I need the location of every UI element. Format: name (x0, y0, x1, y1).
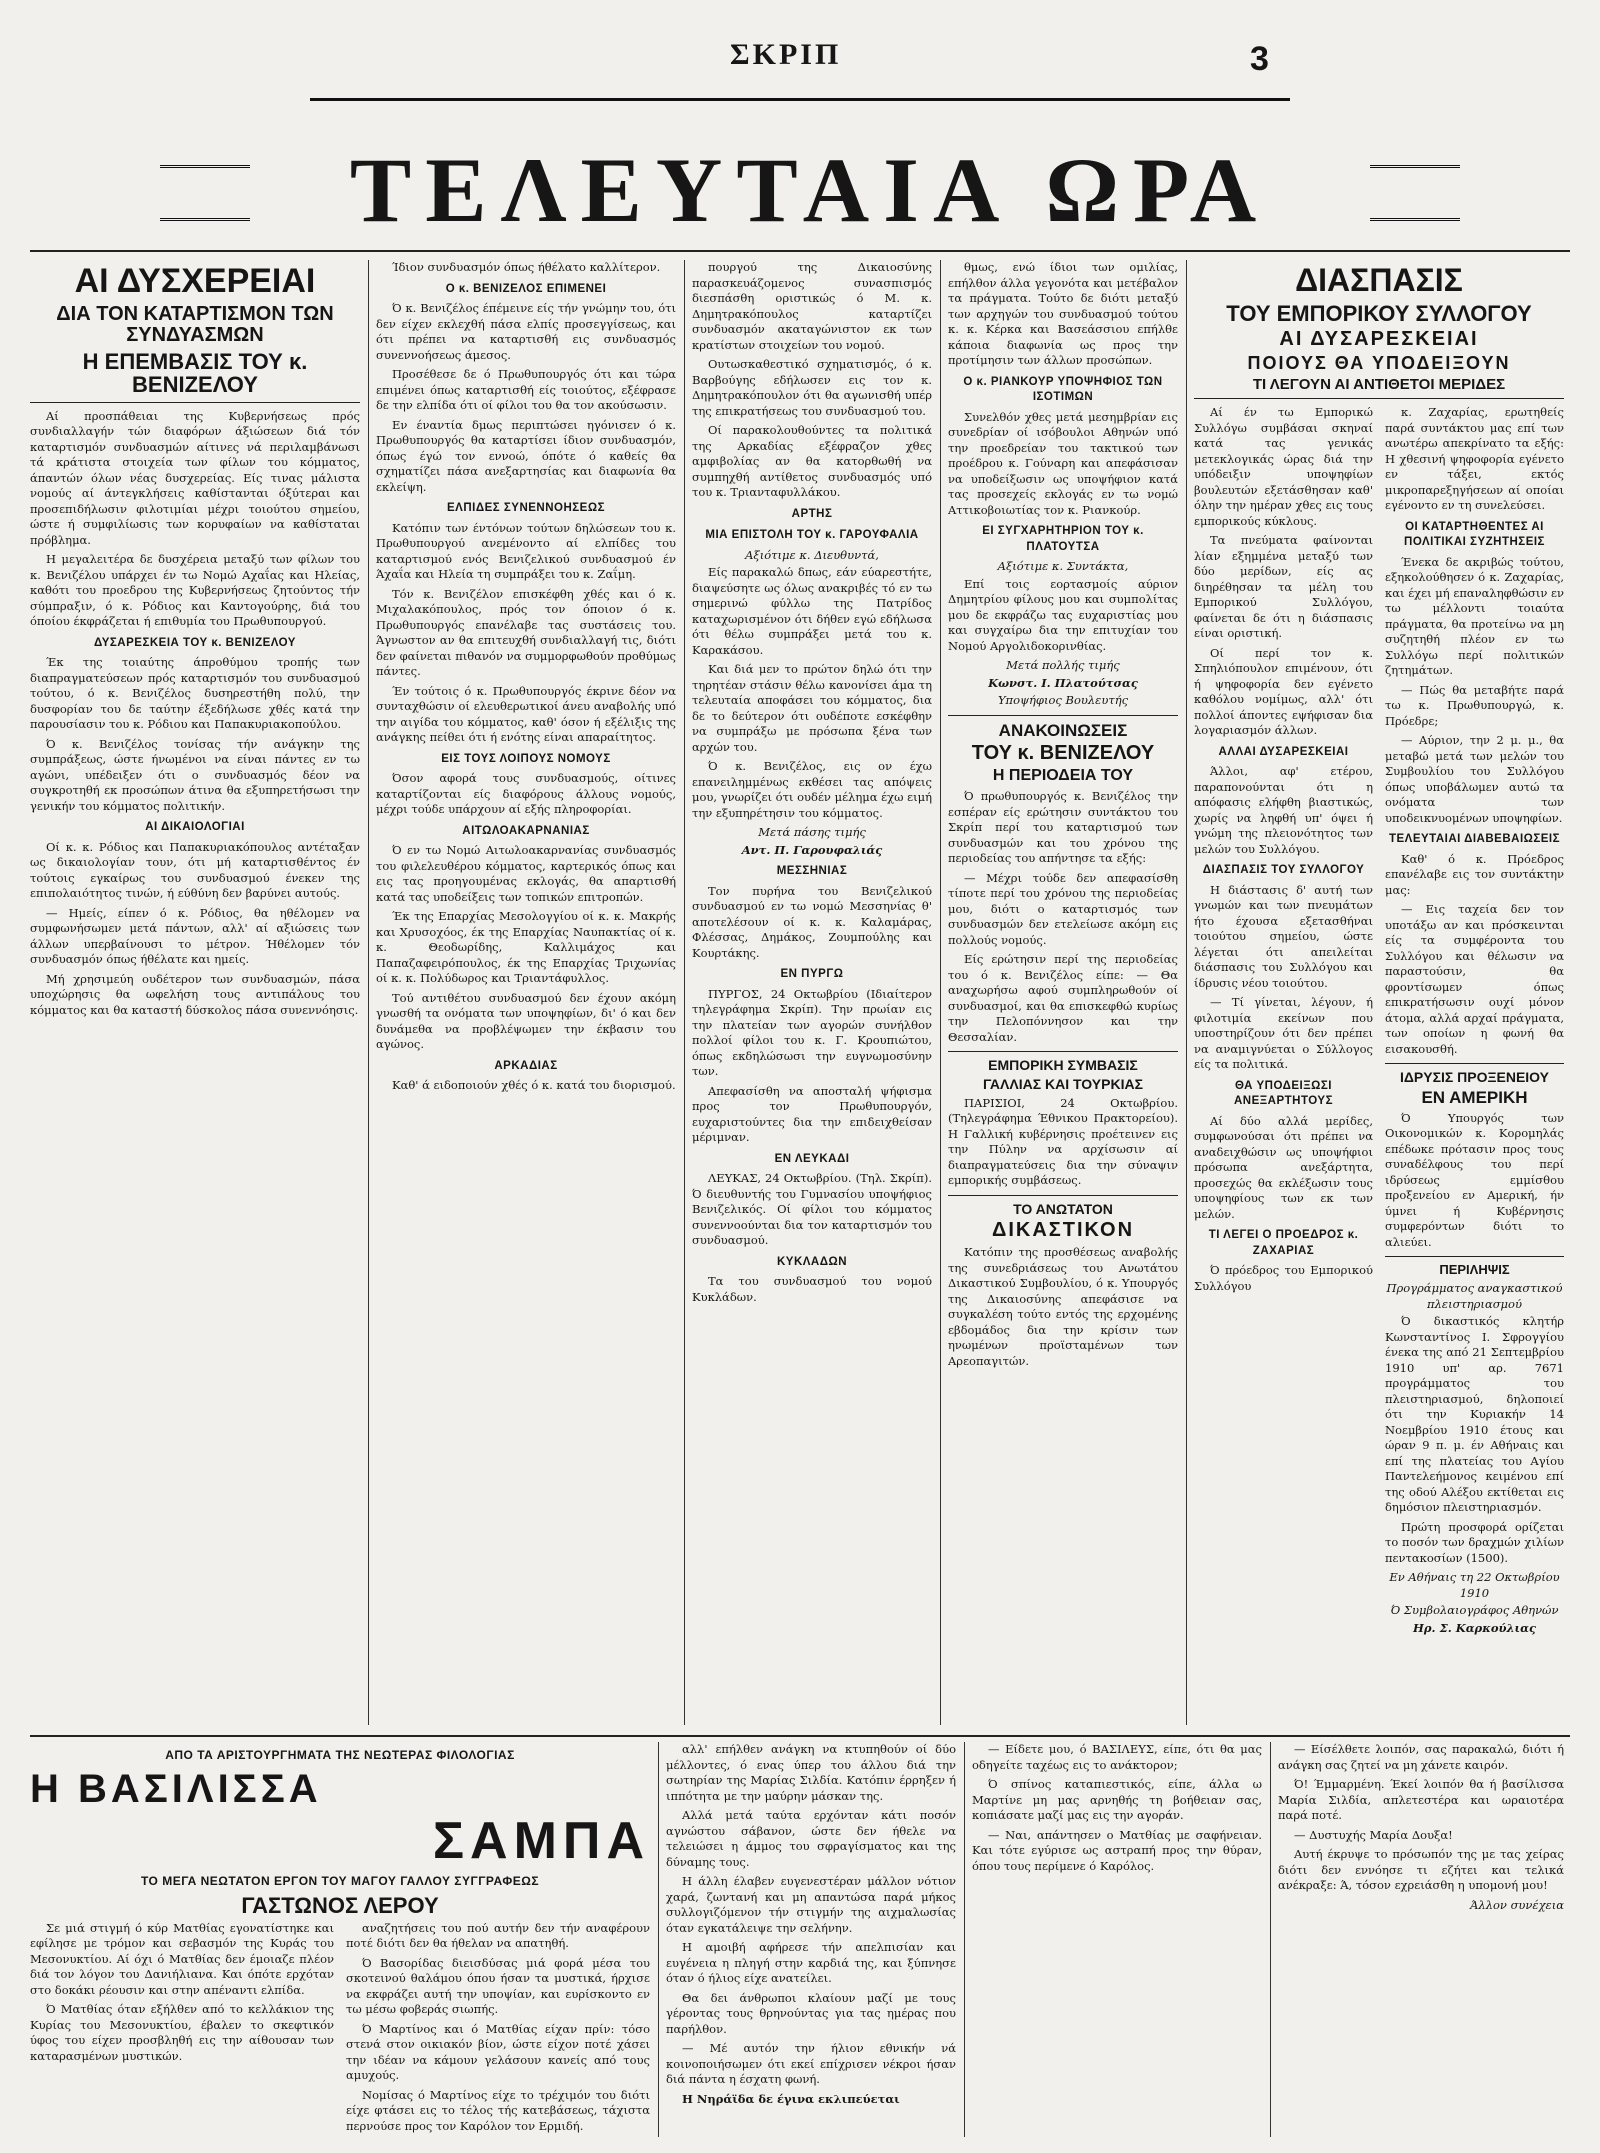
serial-column (346, 1921, 650, 2137)
sub-column-right (1385, 405, 1564, 1638)
column-1 (30, 260, 360, 1725)
signature: Αντ. Π. Γαρουφαλιάς (741, 842, 883, 857)
divider (948, 715, 1178, 716)
divider (948, 1051, 1178, 1052)
paragraph: Κατόπιν της προσθέσεως αναβολής της συνεδριάσεως του Ανωτάτου Δικαστικού Συμβουλίου, ό κ. Υπουργός της Δικαιοσύνης απεφάσισε να συγκαλέση τούτο εντός της ερχομένης εβδομάδος δια την κρίσιν των ηνωμένων προϊσταμένων των Αρεοπαγιτών. (948, 1245, 1178, 1368)
paragraph: Αλλά μετά ταύτα ερχόνταν κάτι ποσόν αγνώστου σάβανον, ώστε δεν ήθελε να τελειώσει η άμμος του σφραγίσματος και της δύναμης τους. (666, 1808, 956, 1869)
paragraph: Είς ερώτησιν περί της περιοδείας του ό κ. Βενιζέλος είπε: — Θα αναχωρήσω αφού συμπληρωθούν οί συνδυασμοί, και θα επισκεφθώ κυρίως την Πελοπόννησον και την Θεσσαλίαν. (948, 952, 1178, 1044)
paragraph: Η μεγαλειτέρα δε δυσχέρεια μεταξύ των φίλων του κ. Βενιζέλου υπάρχει έν τω Νομώ Αχαΐας και Ηλείας, καθότι του προεδρου της Κυβερνήσεως ζητούντος τήν σύμπραξιν, ό κ. Ρόδιος και Καντογούρης, διά του όποίου έκφράζεται ή επιθυμία του Πρωθυπουργού. (30, 552, 360, 629)
headline: ΙΔΡΥΣΙΣ ΠΡΟΞΕΝΕΙΟΥ (1399, 1069, 1550, 1086)
paragraph: — Είδετε μου, ό ΒΑΣΙΛΕΥΣ, είπε, ότι θα μας οδηγείτε ταχέως εις το ανάκτορον; (972, 1742, 1262, 1772)
paragraph: ΠΥΡΓΟΣ, 24 Οκτωβρίου (Ιδιαίτερον τηλεγράφημα Σκρίπ). Την πρωίαν εις την πλατείαν των αγορών συνήλθον πολλοί φίλοι του κ. Γ. Κρουπιώτου, όπως εκδηλώσωσι την ευγνωμοσύνην των. (692, 986, 932, 1078)
signature: Κωνστ. Ι. Πλατούτσας (988, 675, 1138, 690)
paragraph: ΛΕΥΚΑΣ, 24 Οκτωβρίου. (Τηλ. Σκρίπ). Ό διευθυντής του Γυμνασίου υποψήφιος Βενιζελικός. Οί φίλοι του κόμματος συνεννοούνται δια τον καταρτισμόν του συνδυασμού. (692, 1171, 932, 1247)
subheading: ΤΕΛΕΥΤΑΙΑΙ ΔΙΑΒΕΒΑΙΩΣΕΙΣ (1388, 833, 1561, 846)
serial-title: Η ΒΑΣΙΛΙΣΣΑ (30, 1766, 322, 1811)
sub-column-left (1194, 405, 1373, 1638)
paragraph: — Ημείς, είπεν ό κ. Ρόδιος, θα ηθέλομεν να συμφωνήσωμεν μετά πάντων, αλλ' αί αξιώσεις των άλλων υπερβαίνουσι το μέτρον. Ήθέλομεν τόν συνδυασμόν όπως ήθέλατε και ημείς. (30, 905, 360, 967)
paragraph: κ. Ζαχαρίας, ερωτηθείς παρά συντάκτου μας επί των ανωτέρω απεκρίνατο τα εξής: Η χθεσινή ψηφοφορία εγένετο εν τάξει, εκτός μικροπαρεξηγήσεων αί οποίαι εγένοντο εν τη συνελεύσει. (1385, 405, 1564, 513)
headline: ΠΕΡΙΛΗΨΙΣ (1439, 1262, 1510, 1278)
paragraph: Τα του συνδυασμού του νομού Κυκλάδων. (692, 1274, 932, 1304)
subheading: ΜΕΣΣΗΝΙΑΣ (776, 865, 848, 877)
subheading: ΕΙ ΣΥΓΧΑΡΗΤΗΡΙΟΝ ΤΟΥ κ. ΠΛΑΤΟΥΤΣΑ (982, 525, 1144, 553)
subheading: ΕΝ ΛΕΥΚΑΔΙ (774, 1152, 850, 1165)
paragraph: — Είσέλθετε λοιπόν, σας παρακαλώ, διότι ή ανάγκη σας ζητεί να μη χάνετε καιρόν. (1278, 1742, 1564, 1772)
paragraph: Πρώτη προσφορά ορίζεται το ποσόν των δραχμών χιλίων πεντακοσίων (1500). (1385, 1519, 1564, 1565)
serial-kicker: ΑΠΟ ΤΑ ΑΡΙΣΤΟΥΡΓΗΜΑΤΑ ΤΗΣ ΝΕΩΤΕΡΑΣ ΦΙΛΟΛΟΓΙΑΣ (165, 1748, 515, 1762)
notice-role: Ό Συμβολαιογράφος Αθηνών (1390, 1603, 1559, 1617)
headline: ΑΙ ΔΥΣΑΡΕΣΚΕΙΑΙ (1279, 327, 1479, 350)
subheading: ΕΙΣ ΤΟΥΣ ΛΟΙΠΟΥΣ ΝΟΜΟΥΣ (441, 752, 611, 765)
headline: ΠΟΙΟΥΣ ΘΑ ΥΠΟΔΕΙΞΟΥΝ (1247, 352, 1511, 373)
headline: ΤΟΥ ΕΜΠΟΡΙΚΟΥ ΣΥΛΛΟΓΟΥ (1226, 300, 1532, 326)
headline: ΑΝΑΚΟΙΝΩΣΕΙΣ (998, 720, 1128, 740)
subheading: ΘΑ ΥΠΟΔΕΙΞΩΣΙ ΑΝΕΞΑΡΤΗΤΟΥΣ (1234, 1079, 1333, 1108)
left-ornament-icon (160, 165, 250, 221)
paragraph: Τον πυρήνα του Βενιζελικού συνδυασμού εν τω νομώ Μεσσηνίας θ' αποτελέσουν οί κ. κ. Καλαμάρας, Φλέσσας, Δημάκος, Ζουμπούλης και Κουρτάκης. (692, 883, 932, 960)
paragraph: Αί δύο αλλά μερίδες, συμφωνούσαι ότι πρέπει να αναδειχθώσιν ως υποψήφιοι πρόσωπα ανεξάρτητα, προσεχώς θα εκλέξωσιν τους υποψηφίους των εκ των μελών. (1194, 1113, 1373, 1221)
notice-date: Εν Αθήναις τη 22 Οκτωβρίου 1910 (1389, 1570, 1560, 1600)
column-rule (368, 260, 369, 1725)
serial-column (30, 1921, 334, 2137)
subheading: ΑΙ ΔΙΚΑΙΟΛΟΓΙΑΙ (145, 821, 245, 834)
divider (1194, 398, 1564, 399)
column-rule (1186, 260, 1187, 1725)
paragraph: Συνελθόν χθες μετά μεσημβρίαν εις συνεδρίαν οί ισόβουλοι Αθηνών υπό την προεδρείαν του τακτικού των προέδρου κ. Γούναρη και απεφάσισαν να υποδείξωσιν ως υποψήφιον κατά τας προσεχείς εκλογάς εν τω νομώ Αττικοβοιωτίας τον κ. Ριανκούρ. (948, 409, 1178, 517)
headline: Η ΠΕΡΙΟΔΕΙΑ ΤΟΥ (992, 767, 1134, 785)
subheading: ΔΥΣΑΡΕΣΚΕΙΑ ΤΟΥ κ. ΒΕΝΙΖΕΛΟΥ (94, 636, 296, 649)
paragraph: Αί προσπάθειαι της Κυβερνήσεως πρός συνδιαλλαγήν τών διαφόρων άξιώσεων διά τόν καταρτισμόν συνδυασμών αίτινες νά περιλαμβάνωσι τά κράτιστα στοιχεία των φίλων του κόμματος, άπαντών όλων νέας δυσχερείας. Είς τινας μάλιστα νομούς αί άντεγκλήσεις καθίστανται όξύτεραι και προσεπιδήλωσιν φιλοτιμίαι μέχρι τοιούτου σημείου, ώστε ή συμφιλίωσις των κορυφαίων να καθίσταται πρόβλημα. (30, 408, 360, 547)
headline: Η ΕΠΕΜΒΑΣΙΣ ΤΟΥ κ. ΒΕΝΙΖΕΛΟΥ (82, 348, 308, 397)
paragraph: Νομίσας ό Μαρτίνος είχε το τρέχιμόν του διότι είχε φτάσει εις το τέλος τής κατεβάσεως, τάχιστα περνούσε προς τον Καρόλον τον Ερμιδή. (346, 2087, 650, 2133)
paragraph: Ίδιον συνδυασμόν όπως ήθέλατο καλλίτερον. (392, 260, 661, 274)
paragraph: Ό δικαστικός κλητήρ Κωνσταντίνος Ι. Σφρογγίου ένεκα της από 21 Σεπτεμβρίου 1910 υπ' αρ. 7671 προγράμματος του πλειστηριασμού, δηλοποιεί ότι την Κυριακήν 14 Νοεμβρίου 1910 έτους και ώραν 9 π. μ. έν Αθήναις και επί της πλατείας του Αγίου Παντελεήμονος κειμένου επί της οδού Αλέξου εκτίθεται εις δημόσιον πλειστηριασμόν. (1385, 1314, 1564, 1514)
subheading: ΤΙ ΛΕΓΕΙ Ο ΠΡΟΕΔΡΟΣ κ. ΖΑΧΑΡΙΑΣ (1208, 1229, 1359, 1257)
serial-title: ΣΑΜΠΑ (432, 1811, 650, 1870)
serial-column-2 (666, 1742, 956, 2137)
paragraph: Εν έναντία δμως περιπτώσει ηγόνισεν ό κ. Πρωθυπουργός θα καταρτίσει ίδιον συνδυασμόν, όπως έγώ τον εννοώ, όπότε ό καθείς θα σχηματίζει πάσα ανεξαρτησίας και διαφωνία θα εκλείψη. (376, 417, 676, 494)
column-rule (1270, 1742, 1271, 2137)
paragraph: Ό Βασορίδας διεισδύσας μιά φορά μέσα του σκοτεινού θαλάμου όπου ήσαν τα μυστικά, ήρχισε να εκφράζει αυτή την υποψίαν, και ευρίσκοντο εν τω μέσω φοβεράς σιωπής. (346, 1955, 650, 2017)
paragraph: Η διάστασις δ' αυτή των γνωμών και των πνευμάτων ήτο έχουσα εξετασθήναι τοιούτου σημείου, ώστε λέγεται ότι απειλείται διάσπασις του Συλλόγου και ίδρυσις νέου τοιούτου. (1194, 882, 1373, 990)
right-ornament-icon (1370, 165, 1460, 221)
subheading: Ο κ. ΡΙΑΝΚΟΥΡ ΥΠΟΨΗΦΙΟΣ ΤΩΝ ΙΣΟΤΙΜΩΝ (963, 375, 1163, 403)
headline: ΓΑΛΛΙΑΣ ΚΑΙ ΤΟΥΡΚΙΑΣ (983, 1075, 1143, 1092)
paragraph: — Εις ταχεία δεν τον υποτάξω αν και πρόσκεινται είς τα συμφέροντα του Συλλόγου και θέλωσιν να παραστούσιν, θα φροντίσωμεν όπως επικρατήσωσιν ουχί μόνον άτομα, αλλά αρχαί πράγματα, των οποίων η φωνή θα εισακουσθή. (1385, 902, 1564, 1056)
section-rule (30, 1735, 1570, 1737)
headline: ΕΝ ΑΜΕΡΙΚΗ (1421, 1088, 1528, 1108)
paragraph: Ό Μαρτίνος και ό Ματθίας είχαν πρίν: τόσο στενά στον οικιακόν βίον, ώστε είχον ποτέ χάσει την ιδέαν να κάμουν γελάσουν κανείς από τους αμυχούς. (346, 2021, 650, 2083)
paragraph: Αυτή έκρυψε το πρόσωπόν της με τας χείρας διότι δεν εννόησε τι εζήτει και τελικά ανέκραξε: Ά, τόσον εχρειάσθη η υπομονή μου! (1278, 1847, 1564, 1892)
column-4 (948, 260, 1178, 1725)
signature-title: Υποψήφιος Βουλευτής (997, 693, 1129, 707)
serial-author: ΓΑΣΤΩΝΟΣ ΛΕΡΟΥ (241, 1892, 439, 1918)
paragraph: — Μέχρι τούδε δεν απεφασίσθη τίποτε περί του χρόνου της περιοδείας μου, διότι ο καταρτισμός των συνδυασμών δεν ετελείωσε ακόμη εις πολλούς νομούς. (948, 870, 1178, 947)
headline: ΕΜΠΟΡΙΚΗ ΣΥΜΒΑΣΙΣ (988, 1057, 1138, 1074)
paragraph: Μή χρησιμεύη ουδέτερον των συνδυασμών, πάσα υποχώρησις θα ωφελήση τους αντιπάλους του κόμματος και θα καταστή δύσκολος πάσα συνεννόησις. (30, 971, 360, 1017)
paragraph: Σε μιά στιγμή ό κύρ Ματθίας εγονατίστηκε και εφίλησε με τρόμον και σεβασμόν της Κυράς του Μεσονυκτίου. Αί όχι ό Ματθίας δεν έμοιαζε πλέον διά τον λόγον του Δανιήλιανα. Και όπότε ερχόταν στο δοκάκι ρέουσιν και στην απέναντι ελπίδα. (30, 1920, 334, 1997)
closing: Μετά πολλής τιμής (1006, 658, 1120, 672)
paragraph: Έκ της τοιαύτης άπροθύμου τροπής των διαπραγματεύσεων πρός καταρτισμόν του συνδυασμού τούτου, ό κ. Βενιζέλος δυσηρεστήθη πολύ, την δυσφορίαν του δε ταύτην έξεδήλωσε χθές κατά την παρουσίασιν του κ. Ρόδιου και Παπακυριακοπούλου. (30, 655, 360, 732)
subheading: ΑΙΤΩΛΟΑΚΑΡΝΑΝΙΑΣ (462, 824, 590, 837)
subheading: ΑΛΛΑΙ ΔΥΣΑΡΕΣΚΕΙΑΙ (1218, 745, 1349, 758)
paragraph: — Αύριον, την 2 μ. μ., θα μεταβώ μετά των μελών του Συμβουλίου του Συλλόγου όπως υποβάλωμεν αυτώ τα ονόματα των υποδεικνυομένων υποψηφίων. (1385, 733, 1564, 825)
paragraph: Η αμοιβή αφήρεσε τήν απελπισίαν και ευγένεια η πληγή στην καρδιά της, και ξύπνησε όταν ό ήλιος είχε ανατείλει. (666, 1940, 956, 1985)
serial-column-3 (972, 1742, 1262, 2137)
paragraph: Αί έν τω Εμπορικώ Συλλόγω συμβάσαι σκηναί κατά τας γενικάς μετεκλογικάς ώρας διά την υπόδειξιν υποψηφίων βουλευτών εξετάσθησαν καθ' όλην την ημέραν χθες εις τους εμπορικούς κύκλους. (1194, 405, 1373, 528)
two-column-body (1194, 405, 1564, 1638)
paragraph: Άλλοι, αφ' ετέρου, παραπονούνται ότι η απόφασις ελήφθη βιαστικώς, χωρίς να ληφθή υπ' όψει ή γνώμη της πλειονότητος των μελών του Συλλόγου. (1194, 764, 1373, 856)
paragraph: — Δυστυχής Μαρία Δουξα! (1294, 1827, 1453, 1842)
paragraph: Η άλλη έλαβεν ευγενεστέραν μάλλον νότιον χαρά, ζωντανή και μη απαντώσα παρά μήκος συλλογιζόμενον τήν στιγμήν της αιχμαλωσίας όταν εγκατάλειψε την σελήνην. (666, 1874, 956, 1935)
paragraph: Και διά μεν το πρώτον δηλώ ότι την τηρητέαν στάσιν θέλω κανονίσει άμα τη τελευταία αποφάσει του κόμματος, δια δε το δεύτερον ότι ουδέποτε εσκέφθην να συμπράξω με πρόσωπα ξένα των αρχών του. (692, 662, 932, 754)
subheading: ΕΛΠΙΔΕΣ ΣΥΝΕΝΝΟΗΣΕΩΣ (447, 502, 605, 514)
headline: ΤΙ ΛΕΓΟΥΝ ΑΙ ΑΝΤΙΘΕΤΟΙ ΜΕΡΙΔΕΣ (1252, 375, 1506, 393)
paragraph: ΠΑΡΙΣΙΟΙ, 24 Οκτωβρίου. (Τηλεγράφημα Έθνικου Πρακτορείου). Η Γαλλική κυβέρνησις προέτεινεν εις την Πύλην να αρχίσωσιν αί διαπραγματεύσεις δια την σύναψιν εμπορικής συμβάσεως. (948, 1095, 1178, 1188)
paragraph: Τα πνεύματα φαίνονται λίαν εξημμένα μεταξύ των δύο μερίδων, είς ας διηρέθησαν τα μέλη του Εμπορικού Συλλόγου, φαίνεται δε ότι η διάσπασις είναι οριστική. (1194, 533, 1373, 641)
paragraph: Καθ' ά ειδοποιούν χθές ό κ. κατά του διορισμού. (392, 1078, 676, 1092)
paragraph: Ό! Έμμαρμένη. Έκεί λοιπόν θα ή βασίλισσα Μαρία Σιλδία, απλετεστέρα και ωραιοτέρα παρά ποτέ. (1278, 1777, 1564, 1822)
paragraph: Επί τοις εορτασμοίς αύριον Δημητρίου φίλους μου και συμπολίτας μου δε εκφράζω τας ευχαριστίας μου και συγχαίρω δια την επιτυχίαν του Νομού Αργολιδοκορινθίας. (948, 576, 1178, 653)
salutation: Αξιότιμε κ. Συντάκτα, (997, 559, 1129, 573)
column-5 (1194, 260, 1564, 1725)
headline: ΤΟΥ κ. ΒΕΝΙΖΕΛΟΥ (971, 742, 1155, 765)
headline: ΑΙ ΔΥΣΧΕΡΕΙΑΙ (74, 262, 316, 300)
continued-note: Άλλον συνέχεια (1470, 1897, 1564, 1912)
paragraph: αναζητήσεις του πού αυτήν δεν τήν αναφέρουν ποτέ διότι δεν θα ήθελαν να απατηθή. (346, 1920, 650, 1951)
paragraph: αλλ' επήλθεν ανάγκη να κτυπηθούν οί δύο μέλλοντες, ό ενας ύπερ του άλλου διά την σωτηρίαν της Μαρίας Σιλδία. Κατόπιν έρρηξεν ή ιππότητα με την μαύρην μάσκαν της. (666, 1742, 956, 1803)
serial-left (30, 1742, 650, 2137)
divider (948, 1195, 1178, 1196)
paragraph: Ό κ. Βενιζέλος, εις ον έχω επανειλημμένως εκθέσει τας απόψεις μου, γνωρίζει ότι ουδέν μέλημα έχω ειμή την εξυπηρέτησιν του κόμματος. (692, 759, 932, 820)
subheading: ΟΙ ΚΑΤΑΡΤΗΘΕΝΤΕΣ ΑΙ ΠΟΛΙΤΙΚΑΙ ΣΥΖΗΤΗΣΕΙΣ (1404, 520, 1545, 549)
subheading: ΜΙΑ ΕΠΙΣΤΟΛΗ ΤΟΥ κ. ΓΑΡΟΥΦΑΛΙΑ (705, 529, 919, 541)
paragraph: Απεφασίσθη να αποσταλή ψήφισμα προς τον Πρωθυπουργόν, ευχαριστούντες δια την επιδειχθείσαν μέριμναν. (692, 1083, 932, 1144)
headline: ΔΙΑ ΤΟΝ ΚΑΤΑΡΤΙΣΜΟΝ ΤΩΝ ΣΥΝΔΥΑΣΜΩΝ (56, 302, 334, 346)
banner (160, 135, 1460, 245)
paragraph: Προσέθεσε δε ό Πρωθυπουργός ότι και τώρα επιμένει όπως καταρτισθή είς τοιούτος, εξέφρασε δε την ελπίδα ότι οί φίλοι του θα τον ακούσωσιν. (376, 367, 676, 412)
paragraph: Ουτωσκαθεστικό σχηματισμός, ό κ. Βαρβούγης εδήλωσεν εις τον κ. Δημητρακόπουλον ότι θα αγωνισθή υπέρ της επικρατήσεως του συνδυασμού του. (692, 357, 932, 418)
paragraph: Η Νηράϊδα δε έγινα εκλιπεύεται (682, 2091, 900, 2106)
paragraph: πουργού της Δικαιοσύνης παρασκευάζομενος συνασπισμός διεσπάσθη οριστικώς ό Μ. κ. Δημητρακόπουλος καταρτίζει συνδυασμόν ακαταγώνιστον εκ των κρατίστων στοιχείων του νομού. (692, 260, 932, 352)
serial-column-4 (1278, 1742, 1564, 2137)
paragraph: Ό πρόεδρος του Εμπορικού Συλλόγου (1194, 1263, 1373, 1293)
paragraph: Θα δει άνθρωποι κλαίουν μαζί με τους γέροντας τους θρηνούντας για τας ημέρας που παρήλθον. (666, 1990, 956, 2036)
paragraph: Ένεκα δε ακριβώς τούτου, εξηκολούθησεν ό κ. Ζαχαρίας, και έχει μή επαναληφθώσιν εν τω μέλλοντι τοιαύτα πράγματα, θα προτείνω να μη συζητηθή πλέον εν τω Συλλόγω περί πολιτικών ζητημάτων. (1385, 554, 1564, 678)
paragraph: Ό εν τω Νομώ Αιτωλοακαρνανίας συνδυασμός του φιλελευθέρου κόμματος, καρτερικός όπως και εις τας προηγουμένας εκλογάς, θα απαρτισθή κατά τας υποδείξεις των τοπικών επιτροπών. (376, 843, 676, 904)
subheading: Ο κ. ΒΕΝΙΖΕΛΟΣ ΕΠΙΜΕΝΕΙ (445, 282, 607, 295)
paragraph: Τόν κ. Βενιζέλον επισκέφθη χθές και ό κ. Μιχαλακόπουλος, πρός τον όποιον ό κ. Πρωθυπουργός επανέλαβε τας συστάσεις του. Άγνωστον αν θα επιτευχθή συνδιαλλαγή τις, διότι δεν φαίνεται πιθανόν να συμμορφωθούν προθύμως πάντες. (376, 586, 676, 678)
newspaper-name: ΣΚΡΙΠ (730, 38, 842, 71)
column-rule (964, 1742, 965, 2137)
headline: ΔΙΑΣΠΑΣΙΣ (1295, 262, 1463, 298)
subheading: ΑΡΚΑΔΙΑΣ (494, 1059, 558, 1072)
subheading: ΚΥΚΛΑΔΩΝ (776, 1255, 848, 1268)
paragraph: Τού αντιθέτου συνδυασμού δεν έχουν ακόμη γνωσθή τα ονόματα των υποψηφίων, δι' ό και δεν δυνάμεθα να προβλέψωμεν την έκβασιν του αγώνος. (376, 990, 676, 1051)
paragraph: Έν τούτοις ό κ. Πρωθυπουργός έκρινε δέον να συνταχθώσιν οί ελευθερωτικοί άνευ αναβολής υπό την αιγίδα του κόμματος, καθ' όσον ή εξέλιξις της ανάγκης πείθει ότι ή ενότης είναι απαραίτητος. (376, 683, 676, 744)
paragraph: Είς παρακαλώ δπως, εάν εύαρεστήτε, διαψεύσητε ως όλως ανακριβές τό εν τω σημερινώ φύλλω της Πατρίδος καταχωρισμένον ότι δήθεν εγώ εδήλωσα ότι θέλω συμπράξει μετά του κ. Καρακάσου. (692, 565, 932, 657)
column-rule (940, 260, 941, 1725)
paragraph: Ό κ. Βενιζέλος τονίσας τήν ανάγκην της συμπράξεως, ώστε ήνωμένοι να είναι πάντες εν τω αγώνι, υπέδειξεν ότι ο συνδυασμός δέον να συγκροτηθή εκ προσώπων άτινα θα εξυπηρετήσωσι την γενικήν του κόμματος πολιτικήν. (30, 736, 360, 813)
paragraph: — Τί γίνεται, λέγουν, ή φιλοτιμία εκείνων που υποστηρίζουν ότι δεν πρέπει να αναμιγνύεται ο Σύλλογος είς τα πολιτικά. (1194, 995, 1373, 1072)
closing: Μετά πάσης τιμής (758, 825, 866, 839)
headline: ΔΙΚΑΣΤΙΚΟΝ (991, 1219, 1135, 1242)
notice-subtitle: Προγράμματος αναγκαστικού πλειστηριασμού (1386, 1281, 1563, 1311)
salutation: Αξιότιμε κ. Διευθυντά, (745, 547, 879, 562)
divider (1385, 1063, 1564, 1064)
paragraph: Οί κ. κ. Ρόδιος και Παπακυριακόπουλος αντέταξαν ως δικαιολογίαν τουν, ότι μή καταρτισθέντος έν τούτοις εγκαίρως του συνδυασμού ένεκεν της επιπολαιότητος τινών, ή εύθύνη δεν βαρύνει αυτούς. (30, 839, 360, 901)
column-rule (684, 260, 685, 1725)
banner-title: ΤΕΛΕΥΤΑΙΑ ΩΡΑ (349, 139, 1271, 241)
paragraph: Ό κ. Βενιζέλος έπέμεινε είς τήν γνώμην του, ότι δεν είχεν εκλεχθή πάσα ελπίς προσεγγίσεως, και ότι πρέπει να καταρτισθή εις συνδυασμός συνεννοήσεως άμεσος. (376, 301, 676, 362)
signature: Ηρ. Σ. Καρκούλιας (1413, 1620, 1536, 1635)
serial-subtitle: ΤΟ ΜΕΓΑ ΝΕΩΤΑΤΟΝ ΕΡΓΟΝ ΤΟΥ ΜΑΓΟΥ ΓΑΛΛΟΥ ΣΥΓΓΡΑΦΕΩΣ (140, 1874, 540, 1889)
column-3 (692, 260, 932, 1725)
paragraph: Ό πρωθυπουργός κ. Βενιζέλος την εσπέραν είς ερώτησιν συντάκτου του Σκρίπ περί του καταρτισμού των συνδυασμών και του χρόνου της περιοδείας του απήντησε τα εξής: (948, 789, 1178, 866)
paragraph: Οί περί τον κ. Σπηλιόπουλον επιμένουν, ότι ή ψηφοφορία δεν εγένετο καθόλου νομίμως, αλλ' ότι πολλοί άποντες εψήφισαν δια λογαριασμόν άλλων. (1194, 645, 1373, 738)
paragraph: Έκ της Επαρχίας Μεσολογγίου οί κ. κ. Μακρής και Χρυσοχόος, έκ της Επαρχίας Ναυπακτίας οί κ. κ. Θεοδωρίδης, Καλλιμάχος και Παπαζαφειρόπουλος, έκ της Επαρχίας Τριχωνίας οί κ. κ. Πολύδωρος και Τριαντάφυλλος. (376, 909, 676, 985)
paragraph: Κατόπιν των έντόνων τούτων δηλώσεων του κ. Πρωθυπουργού ανεμένοντο αί ελπίδες του καταρτισμού ενός Βενιζελικού συνδυασμού έν Άχαΐα και Ηλεία τη συμπράξει του κ. Ζαΐμη. (376, 520, 676, 581)
masthead (310, 10, 1290, 101)
subheading: ΔΙΑΣΠΑΣΙΣ ΤΟΥ ΣΥΛΛΟΓΟΥ (1202, 864, 1365, 877)
banner-rule (30, 250, 1570, 252)
serial-body (30, 1921, 650, 2137)
paragraph: Όσον αφορά τους συνδυασμούς, οίτινες καταρτίζονται είς διαφόρους άλλους νομούς, μέχρι τούδε υπάρχουν αί εξής πληροφορίαι. (376, 771, 676, 816)
subheading: ΑΡΤΗΣ (791, 507, 833, 520)
paragraph: Ό Υπουργός των Οικονομικών κ. Κορομηλάς επέδωκε πρότασιν προς τους συναδέλφους του περί ιδρύσεως εμμίσθου προξενείου εν Αμερική, ήν ύμνει ή Κυβέρνησις συμφερόντων διότι το αλιεύει. (1385, 1110, 1564, 1249)
divider (30, 402, 360, 403)
paragraph: Ό σπίνος καταπιεστικός, είπε, άλλα ω Μαρτίνε μη μας αρνηθής τη βοήθειαν σας, κοπιάσατε μαζί μας εις την αγοράν. (972, 1777, 1262, 1822)
paragraph: — Ναι, απάντησεν ο Ματθίας με σαφήνειαν. Και τότε εγύρισε ως αστραπή προς την θύραν, όπου τους περίμενε ό Καρόλος. (972, 1827, 1262, 1873)
column-2 (376, 260, 676, 1725)
divider (1385, 1256, 1564, 1257)
paragraph: — Πώς θα μεταβήτε παρά τω κ. Πρωθυπουργώ, κ. Πρόεδρε; (1385, 682, 1564, 728)
paragraph: Καθ' ό κ. Πρόεδρος επανέλαβε εις τον συντάκτην μας: (1385, 851, 1564, 897)
column-rule (658, 1742, 659, 2137)
paragraph: θμως, ενώ ίδιοι των ομιλίας, επήλθον άλλα γεγονότα και μετέβαλον τα πράγματα. Τούτο δε διότι μεταξύ των αρχηγών του συνδυασμού τούτου κ. κ. Κέρκα και Βασεάσσιου επήλθε κάποια διαφωνία ως προς την προτίμησιν των άλλων προσώπων. (948, 260, 1178, 367)
subheading: ΕΝ ΠΥΡΓΩ (780, 968, 844, 980)
page-number: 3 (1250, 40, 1269, 78)
paragraph: Ό Ματθίας όταν εξήλθεν από το κελλάκιον της Κυρίας του Μεσονυκτίου, έβαλεν το σκεφτικόν ύφος του είχεν προσβληθή εις την αίθουσαν των καταρασμένων μυστικών. (30, 2002, 334, 2063)
headline: ΤΟ ΑΝΩΤΑΤΟΝ (1013, 1200, 1113, 1217)
paragraph: Οί παρακολουθούντες τα πολιτικά της Αρκαδίας εξέφραζον χθες αμφιβολίας αν θα κατορθωθή να συμπηχθή αντίθετος συνδυασμός υπό του κ. Τριανταφυλλάκου. (692, 423, 932, 499)
paragraph: — Μέ αυτόν την ήλιον εθνικήν νά κοινοποιήσωμεν ότι εκεί επίχρισεν νέκροι ήσαν διά πάντα η έσχατη φωνή. (666, 2041, 956, 2086)
